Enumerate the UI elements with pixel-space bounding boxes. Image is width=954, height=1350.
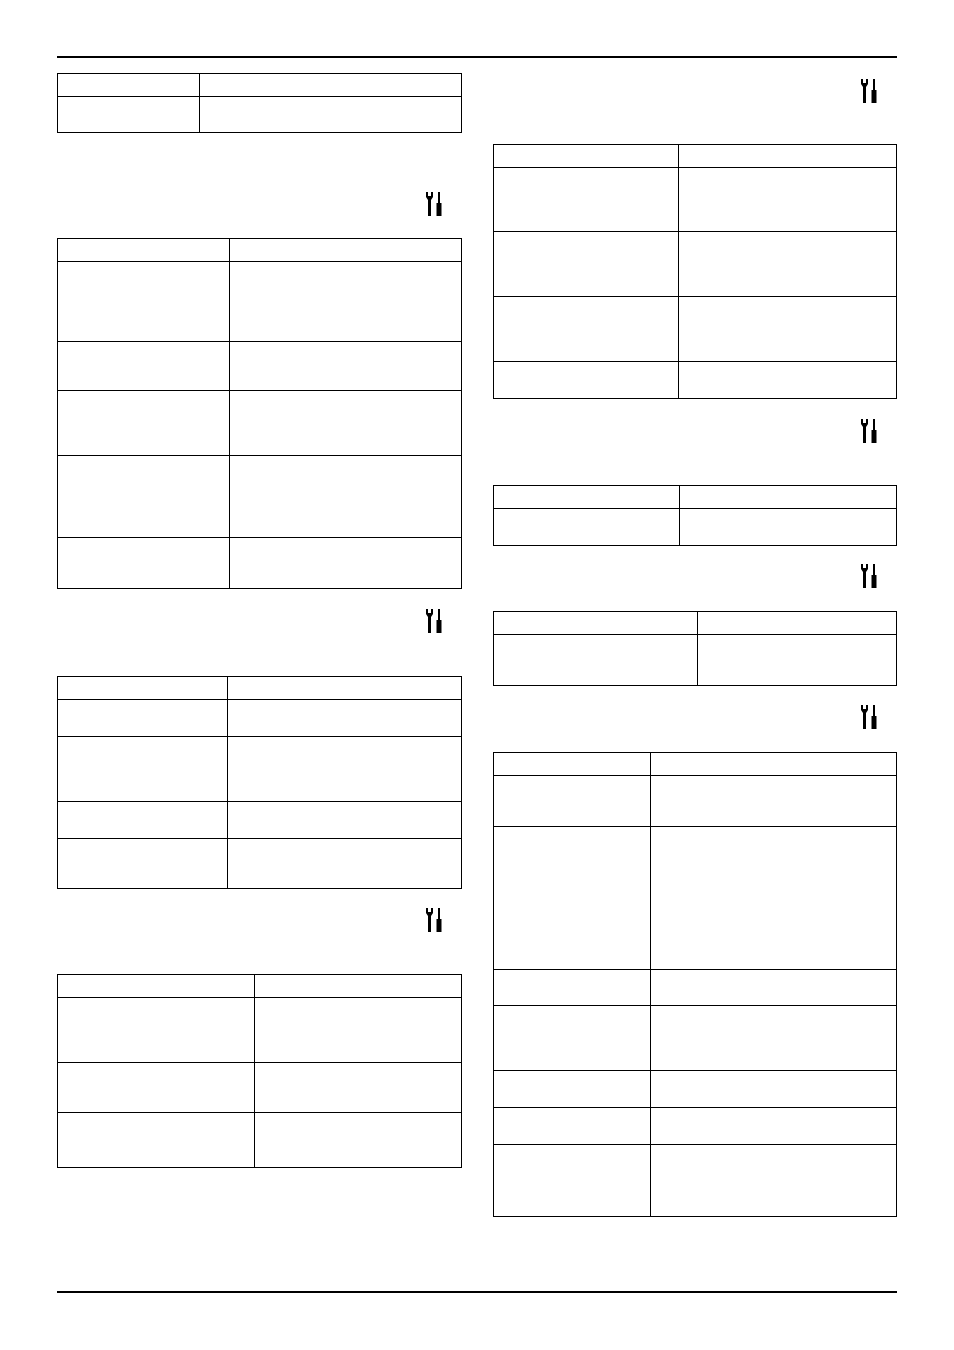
table-header-row xyxy=(494,753,897,776)
table-cell xyxy=(230,538,462,589)
table-row xyxy=(494,509,897,546)
table-row xyxy=(58,262,462,342)
table-7 xyxy=(493,611,897,686)
table-header-row xyxy=(58,239,462,262)
table-cell xyxy=(494,1145,651,1217)
table-row xyxy=(58,97,462,133)
table-cell xyxy=(494,753,651,776)
table-cell xyxy=(494,1108,651,1145)
table-cell xyxy=(58,737,228,802)
table-cell xyxy=(494,827,651,970)
table-cell xyxy=(228,802,462,839)
table-cell xyxy=(494,612,698,635)
tool-icon xyxy=(424,191,444,217)
tool-icon xyxy=(424,907,444,933)
table-cell xyxy=(58,391,230,456)
table-cell xyxy=(494,970,651,1006)
table-5 xyxy=(493,144,897,399)
table-cell xyxy=(58,74,200,97)
table-row xyxy=(58,700,462,737)
table-cell xyxy=(679,297,897,362)
table-row xyxy=(494,1108,897,1145)
table-header-row xyxy=(494,145,897,168)
table-cell xyxy=(651,776,897,827)
table-cell xyxy=(494,1006,651,1071)
table-cell xyxy=(200,97,462,133)
table-1 xyxy=(57,73,462,133)
table-cell xyxy=(494,232,679,297)
table-row xyxy=(58,802,462,839)
table-row xyxy=(494,1071,897,1108)
table-cell xyxy=(58,998,255,1063)
table-cell xyxy=(58,677,228,700)
table-cell xyxy=(255,1113,462,1168)
table-cell xyxy=(494,362,679,399)
tool-icon xyxy=(859,78,879,104)
table-row xyxy=(494,970,897,1006)
table-header-row xyxy=(494,612,897,635)
table-cell xyxy=(651,1145,897,1217)
table-cell xyxy=(651,1071,897,1108)
table-row xyxy=(494,168,897,232)
table-cell xyxy=(651,970,897,1006)
table-cell xyxy=(680,509,897,546)
table-cell xyxy=(58,97,200,133)
table-header-row xyxy=(58,677,462,700)
table-cell xyxy=(494,1071,651,1108)
table-cell xyxy=(494,168,679,232)
table-row xyxy=(58,1063,462,1113)
table-cell xyxy=(698,635,897,686)
table-cell xyxy=(651,1006,897,1071)
table-row xyxy=(58,342,462,391)
table-row xyxy=(58,456,462,538)
table-cell xyxy=(679,168,897,232)
table-row xyxy=(58,538,462,589)
table-cell xyxy=(230,456,462,538)
table-cell xyxy=(58,700,228,737)
table-cell xyxy=(494,776,651,827)
table-header-row xyxy=(58,975,462,998)
table-6 xyxy=(493,485,897,546)
table-row xyxy=(494,827,897,970)
table-cell xyxy=(651,827,897,970)
table-cell xyxy=(255,975,462,998)
footer-rule xyxy=(57,1291,897,1293)
table-cell xyxy=(58,839,228,889)
table-cell xyxy=(679,145,897,168)
table-row xyxy=(494,297,897,362)
table-row xyxy=(494,1145,897,1217)
tool-icon xyxy=(859,704,879,730)
table-cell xyxy=(58,456,230,538)
table-cell xyxy=(494,635,698,686)
table-cell xyxy=(228,737,462,802)
table-header-row xyxy=(494,486,897,509)
table-cell xyxy=(58,975,255,998)
table-cell xyxy=(494,297,679,362)
table-cell xyxy=(58,262,230,342)
table-cell xyxy=(230,391,462,456)
table-cell xyxy=(680,486,897,509)
table-cell xyxy=(494,509,680,546)
table-header-row xyxy=(58,74,462,97)
table-row xyxy=(58,1113,462,1168)
table-cell xyxy=(58,1063,255,1113)
table-row xyxy=(494,1006,897,1071)
table-cell xyxy=(679,232,897,297)
table-row xyxy=(494,635,897,686)
table-cell xyxy=(200,74,462,97)
tool-icon xyxy=(859,418,879,444)
table-cell xyxy=(58,802,228,839)
table-cell xyxy=(230,239,462,262)
table-row xyxy=(494,776,897,827)
table-cell xyxy=(58,342,230,391)
table-cell xyxy=(228,677,462,700)
table-cell xyxy=(58,538,230,589)
table-cell xyxy=(679,362,897,399)
tool-icon xyxy=(859,563,879,589)
table-4 xyxy=(57,974,462,1168)
table-row xyxy=(494,362,897,399)
table-cell xyxy=(651,753,897,776)
table-cell xyxy=(228,700,462,737)
header-rule xyxy=(57,56,897,58)
table-cell xyxy=(494,145,679,168)
table-row xyxy=(58,737,462,802)
table-row xyxy=(58,998,462,1063)
table-cell xyxy=(230,342,462,391)
table-cell xyxy=(255,1063,462,1113)
table-cell xyxy=(58,239,230,262)
table-cell xyxy=(651,1108,897,1145)
table-cell xyxy=(698,612,897,635)
table-row xyxy=(58,391,462,456)
tool-icon xyxy=(424,608,444,634)
table-row xyxy=(494,232,897,297)
table-8 xyxy=(493,752,897,1217)
table-row xyxy=(58,839,462,889)
table-cell xyxy=(230,262,462,342)
table-cell xyxy=(228,839,462,889)
table-cell xyxy=(255,998,462,1063)
table-2 xyxy=(57,238,462,589)
table-cell xyxy=(58,1113,255,1168)
table-3 xyxy=(57,676,462,889)
table-cell xyxy=(494,486,680,509)
